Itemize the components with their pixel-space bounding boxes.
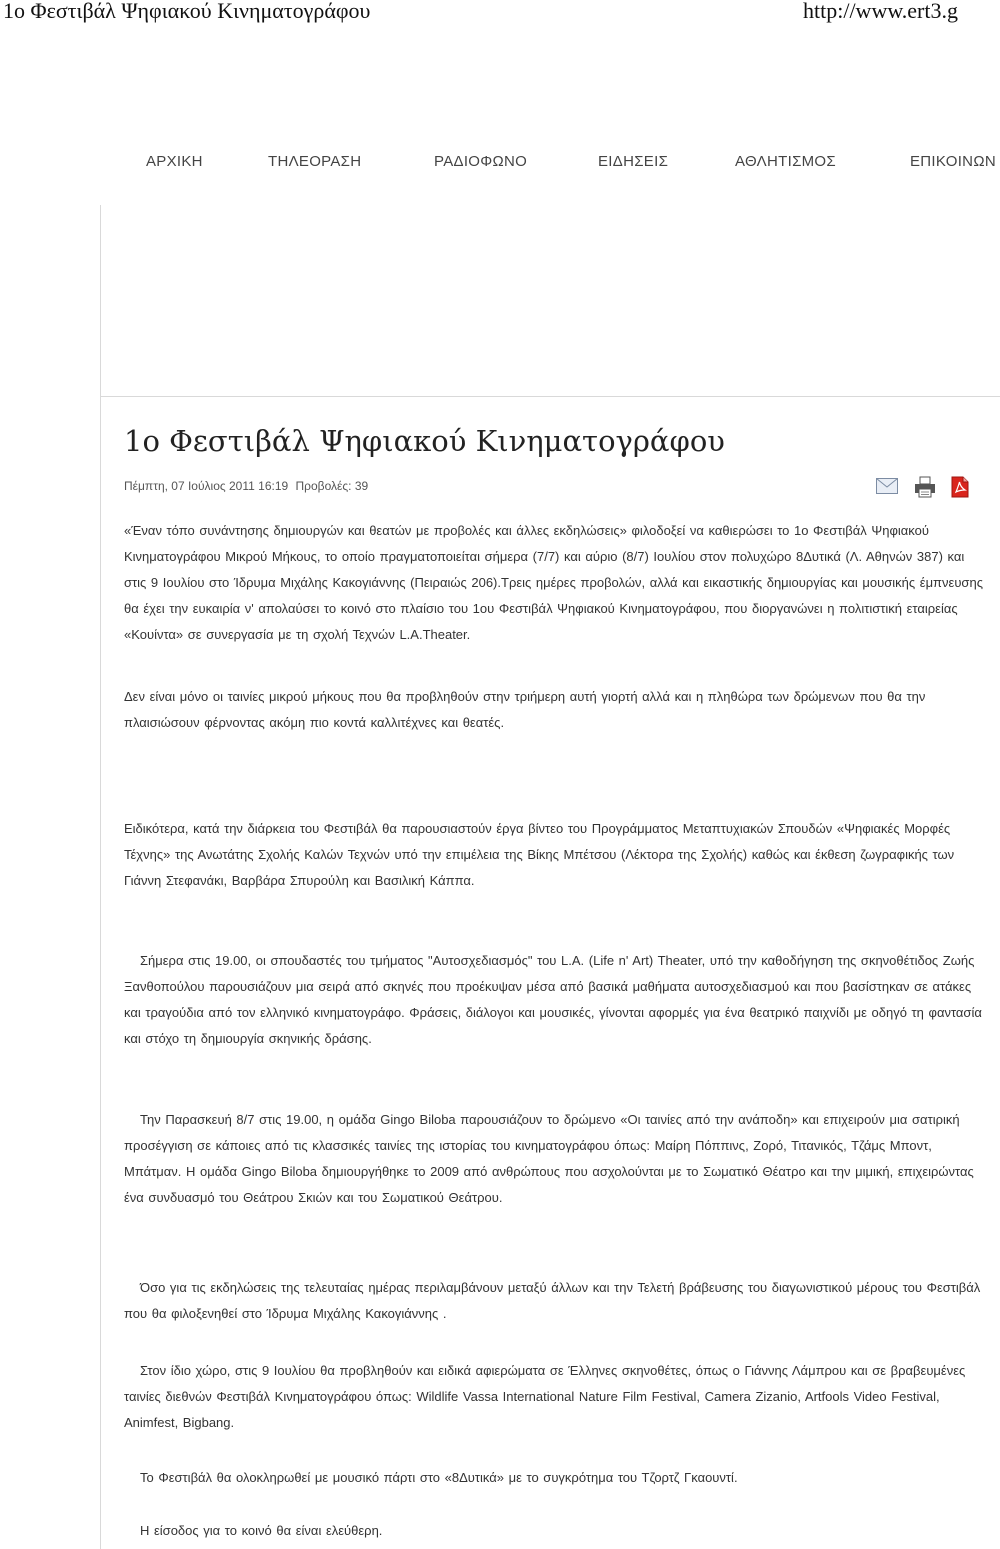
article-paragraph: Δεν είναι μόνο οι ταινίες μικρού μήκους που θα προβληθούν στην τριήμερη αυτή γιορτή αλλά και η πληθώρα των δρώμενων που θα την πλαισιώσουν φέρνοντας ακόμη πιο κοντά καλλιτέχνες και θεατές. — [124, 689, 926, 730]
email-icon[interactable] — [876, 478, 898, 494]
print-icon[interactable] — [914, 476, 936, 498]
print-page-url: http://www.ert3.g — [803, 0, 958, 23]
main-navigation — [0, 153, 1000, 177]
article-paragraph: «Έναν τόπο συνάντησης δημιουργών και θεατών με προβολές και άλλες εκδηλώσεις» φιλοδοξεί να καθιερώσει το 1ο Φεστιβάλ Ψηφιακού Κινηματογράφου Μικρού Μήκους, το οποίο πραγματοποιείται σήμερα (7/7) και αύριο (8/7) Ιουλίου στον πολυχώρο 8Δυτικά (Λ. Αθηνών 387) και στις 9 Ιουλίου στο Ίδρυμα Μιχάλης Κακογιάννης (Πειραιώς 206).Τρεις ημέρες προβολών, αλλά και εικαστικής δημιουργίας και μουσικής έμπνευσης θα έχει την ευκαιρία ν' απολαύσει το κοινό στο πλαίσιο του 1ου Φεστιβάλ Ψηφιακού Κινηματογράφου, που διοργανώνει η πολιτιστική εταιρείας «Κουίντα» σε συνεργασία με τη σχολή Τεχνών L.A.Theater. — [124, 523, 983, 642]
article-title: 1ο Φεστιβάλ Ψηφιακού Κινηματογράφου — [124, 424, 725, 458]
article-paragraph: Ειδικότερα, κατά την διάρκεια του Φεστιβάλ θα παρουσιαστούν έργα βίντεο του Προγράμματος Μεταπτυχιακών Σπουδών «Ψηφιακές Μορφές Τέχνης» της Ανωτάτης Σχολής Καλών Τεχνών υπό την επιμέλεια της Βίκης Μπέτσου (Λέκτορα της Σχολής) καθώς και έκθεση ζωγραφικής των Γιάννη Στεφανάκι, Βαρβάρα Σπυρούλη και Βασιλική Κάππα. — [124, 821, 955, 888]
nav-item-home[interactable]: ΑΡΧΙΚΗ — [146, 153, 203, 170]
article-meta — [124, 479, 368, 493]
nav-item-contact[interactable]: ΕΠΙΚΟΙΝΩΝ — [910, 153, 996, 170]
content-border-left — [100, 205, 101, 1549]
article-paragraph: Η είσοδος για το κοινό θα είναι ελεύθερη. — [140, 1523, 383, 1538]
article-paragraph: Το Φεστιβάλ θα ολοκληρωθεί με μουσικό πάρτι στο «8Δυτικά» με το συγκρότημα του Τζορτζ Γκαουντί. — [140, 1470, 738, 1485]
article-paragraph: Την Παρασκευή 8/7 στις 19.00, η ομάδα Gingo Biloba παρουσιάζουν το δρώμενο «Οι ταινίες από την ανάποδη» και επιχειρούν μια σατιρική προσέγγιση σε κάποιες από τις κλασσικές ταινίες της ιστορίας του κινηματογράφου όπως: Μαίρη Πόππινς, Ζορό, Τιτανικός, Τζάμς Μποντ, Μπάτμαν. Η ομάδα Gingo Biloba δημιουργήθηκε το 2009 από ανθρώπους που ασχολούνται με το Σωματικό Θέατρο και την μιμική, επιχειρώντας ένα συνδυασμό του Θεάτρου Σκιών και του Σωματικού Θεάτρου. — [124, 1112, 974, 1205]
article-paragraph: Στον ίδιο χώρο, στις 9 Ιουλίου θα προβληθούν και ειδικά αφιερώματα σε Έλληνες σκηνοθέτες, όπως ο Γιάννης Λάμπρου και σε βραβευμένες ταινίες διεθνών Φεστιβάλ Κινηματογράφου όπως: Wildlife Vassa International Nature Film Festival, Camera Zizanio, Artfools Video Festival, Animfest, Bigbang. — [124, 1363, 966, 1430]
article-views: Προβολές: 39 — [295, 479, 369, 493]
nav-item-television[interactable]: ΤΗΛΕΟΡΑΣΗ — [268, 153, 362, 170]
print-header — [0, 0, 1000, 30]
pdf-icon[interactable] — [950, 476, 970, 498]
nav-item-sports[interactable]: ΑΘΛΗΤΙΣΜΟΣ — [735, 153, 836, 170]
article-paragraph: Σήμερα στις 19.00, οι σπουδαστές του τμήματος "Αυτοσχεδιασμός" του L.A. (Life n' Art) Theater, υπό την καθοδήγηση της σκηνοθέτιδος Ζωής Ξανθοπούλου παρουσιάζουν μια σειρά από σκηνές που προέκυψαν μέσα από βασικά μαθήματα αυτοσχεδιασμού και που βασίστηκαν σε ατάκες και τραγούδια από τον ελληνικό κινηματογράφο. Φράσεις, διάλογοι και μουσικές, γίνονται αφορμές για ένα θεατρικό παιχνίδι με οδηγό τη φαντασία και στόχο τη δημιουργία σκηνικής δράσης. — [124, 953, 982, 1046]
article-tools — [876, 476, 976, 498]
article-date: Πέμπτη, 07 Ιούλιος 2011 16:19 — [124, 479, 289, 493]
nav-item-radio[interactable]: ΡΑΔΙΟΦΩΝΟ — [434, 153, 528, 170]
print-page-title: 1ο Φεστιβάλ Ψηφιακού Κινηματογράφου — [3, 0, 371, 23]
nav-item-news[interactable]: ΕΙΔΗΣΕΙΣ — [598, 153, 669, 170]
article-paragraph: Όσο για τις εκδηλώσεις της τελευταίας ημέρας περιλαμβάνουν μεταξύ άλλων και την Τελετή βράβευσης του διαγωνιστικού μέρους του Φεστιβάλ που θα φιλοξενηθεί στο Ίδρυμα Μιχάλης Κακογιάννης . — [124, 1280, 981, 1321]
content-border-top — [100, 396, 1000, 397]
